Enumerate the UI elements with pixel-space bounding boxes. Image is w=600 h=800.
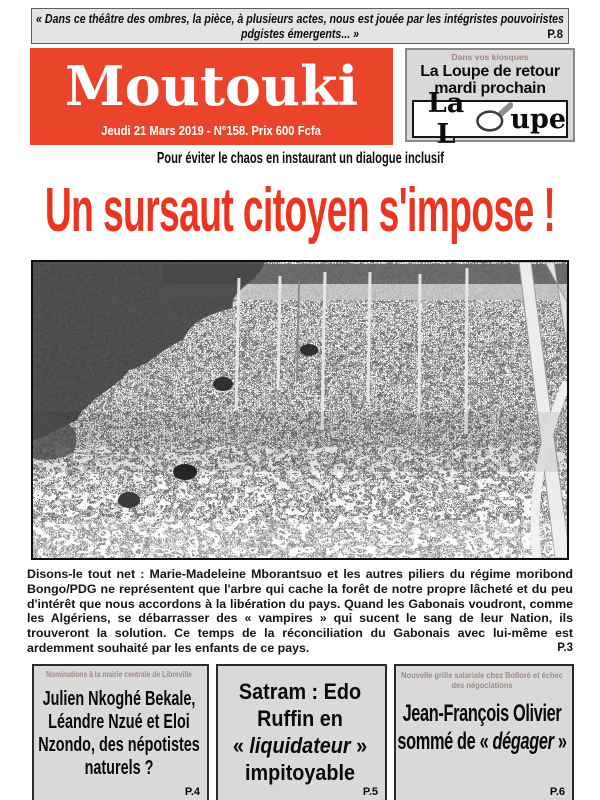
lead-body: Disons-le tout net : Marie-Madeleine Mborantsuo et les autres piliers du régime moribond Bongo/PDG ne représentent que l'arbre qui cache la forêt de notre propre lâcheté et du peu d'intérêt que nous accordons à la libération du pays. Quand les Gabonais voudront, comme les Algériens, se débarrasser des « vampires » qui sucent le sang de leur Nation, ils trouveront la solution. Ce temps de la réconciliation du Gabonais avec lui-même est ardemment souhaité par les enfants de ce pays. — [27, 567, 573, 655]
masthead — [30, 48, 393, 145]
top-quote-banner — [31, 8, 569, 44]
lead-overline: Pour éviter le chaos en instaurant un dialogue inclusif — [156, 150, 444, 167]
teaser-bollore-kicker: Nouvelle grille salariale chez Bolloré et échec des négociations — [401, 669, 563, 691]
la-loupe-logo-right: upe — [510, 103, 566, 135]
teaser-nominations-kicker: Nominations à la mairie centrale de Libreville — [46, 669, 192, 679]
lead-page-ref: P.3 — [557, 641, 573, 654]
teaser-satram — [216, 664, 387, 800]
teaser-bollore-page-ref: P.6 — [549, 785, 565, 798]
top-quote-page-ref: P.8 — [547, 29, 563, 41]
la-loupe-logo — [412, 88, 568, 150]
teaser-row — [32, 664, 574, 800]
magnifier-icon — [476, 102, 513, 134]
crowd-photo-art — [33, 262, 567, 558]
lead-overline-row — [0, 150, 600, 168]
masthead-dateline: Jeudi 21 Mars 2019 - N°158. Prix 600 Fcfa — [101, 124, 322, 138]
crowd-photo — [31, 260, 569, 560]
kiosk-announcement: La Loupe de retour mardi prochain — [420, 63, 560, 97]
teaser-satram-headline: Satram : Edo Ruffin en « liquidateur » impitoyable — [232, 678, 368, 785]
teaser-satram-page-ref: P.5 — [362, 785, 378, 798]
top-quote-text: « Dans ce théâtre des ombres, la pièce, à plusieurs actes, nous est jouée par les intégristes pouvoiristes pdgistes émergents... » — [36, 12, 564, 41]
lead-headline: Un sursaut citoyen s'impose ! — [44, 176, 556, 245]
la-loupe-logo-left: La L — [427, 88, 465, 150]
teaser-nominations-headline: Julien Nkoghé Bekale, Léandre Nzué et Eloi Nzondo, des népotistes naturels ? — [38, 687, 200, 779]
kiosk-promo-box — [405, 48, 575, 150]
teaser-bollore-headline: Jean-François Olivier sommé de « dégager » — [397, 699, 567, 755]
newspaper-title: Moutouki — [64, 54, 359, 118]
masthead-row — [30, 48, 575, 150]
teaser-nominations — [32, 664, 209, 800]
teaser-nominations-page-ref: P.4 — [184, 785, 200, 798]
kiosk-kicker: Dans vos kiosques — [451, 52, 529, 62]
teaser-bollore — [394, 664, 574, 800]
